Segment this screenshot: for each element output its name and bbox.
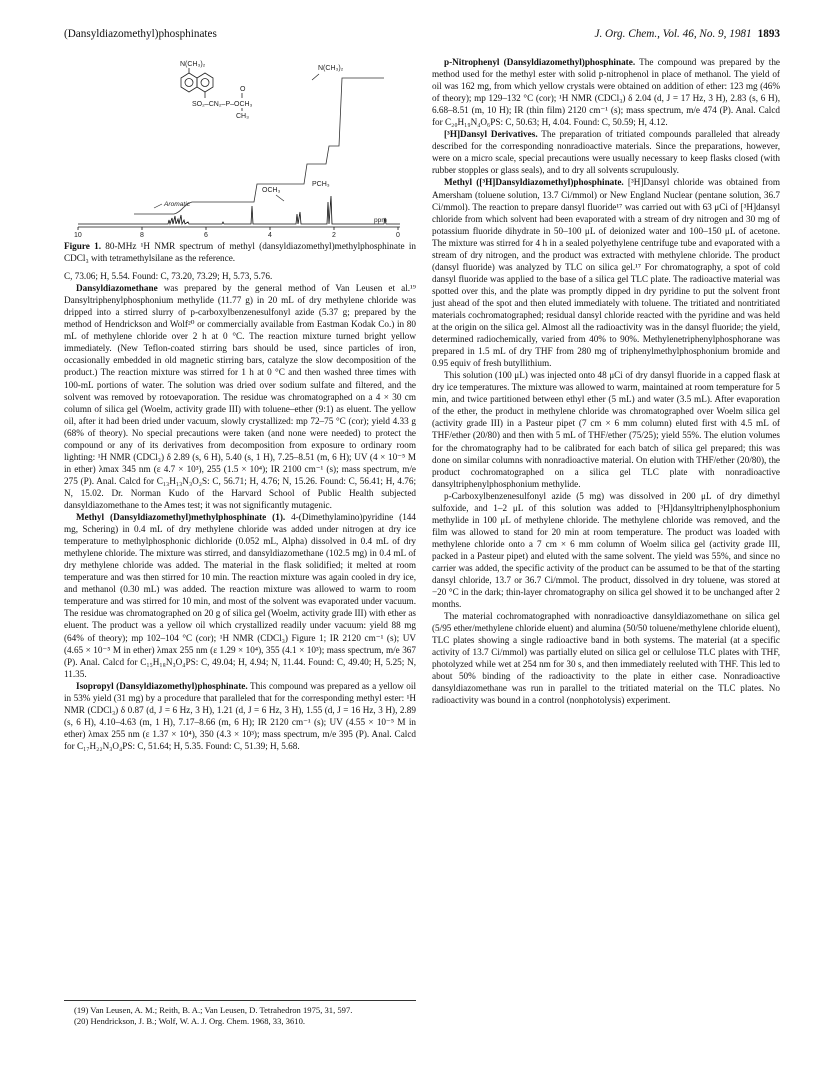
figure-caption-text: 80-MHz ¹H NMR spectrum of methyl (dansyldiazomethyl)methylphosphinate in CDCl₃ with tetramethylsilane as the reference. [64, 241, 416, 264]
paragraph [432, 56, 780, 128]
integration-trace [134, 78, 384, 214]
running-title: (Dansyldiazomethyl)phosphinates [64, 28, 217, 40]
figure-caption [64, 240, 416, 264]
journal-citation [594, 28, 780, 40]
structure-drawing [180, 61, 253, 120]
paragraph [432, 176, 780, 369]
paragraph [432, 128, 780, 176]
paragraph-text: [³H]Dansyl chloride was obtained from Amersham (toluene solution, 13.7 Ci/mmol) or New England Nuclear (pentane solution, 36.7 Ci/mmol). The reaction to prepare dansyl fluoride¹⁷ was carried out with 63 μCi of [³H]dansyl chloride from which solvent had been evaporated with a stream of dry nitrogen and 30 mg of potassium fluoride dihydrate in 50–100 μL of deionized water and 100–150 μL of acetone. The mixture was stirred for 4 h in a sealed polyethylene centrifuge tube and evaporated with a stream of dry nitrogen, and the product was extracted with methylene chloride. The product (dansyl fluoride) was analyzed by TLC on silica gel.¹⁷ For chromatography, a spot of cold dansyl fluoride was applied to the base of a silica gel TLC plate. The radioactive material was spotted over this, and the plate was promptly dipped in dry pyridine to put the solvent front just ahead of the spot and then eluted immediately with toluene. The tritiated and nontritiated materials cochromatographed; residual dansyl chloride reacted with the pyridine and was held at the origin on the silica gel. Almost all the radioactivity was in the dansyl fluoride; the yield, determined radiochemically, varied from 40% to 90%. Methylenetriphenylphosphorane was prepared in 1.5 mL of dry THF from 280 mg of triphenylmethylphosphonium bromide and 0.95 equiv of fresh butyllithium. [432, 177, 780, 369]
tick-label: 6 [204, 232, 208, 238]
paragraph [64, 680, 416, 752]
page-header [64, 28, 780, 46]
tick-label: 4 [268, 232, 272, 238]
paragraph: p-Carboxylbenzenesulfonyl azide (5 mg) was dissolved in 200 μL of dry dimethyl sulfoxide, and 1–2 μL of this solution was added to [³H]dansyltriphenylphosphonium methylide in 100 μL of methylene chloride. The methylene chloride was removed, and the film was allowed to stand for 20 min at room temperature. The product was loaded with methylene chloride onto a 7 cm × 6 mm column of Woelm silica gel (activity grade III, packed in a Pasteur pipet) and eluted with the same solvent. The yield was 55%, and since no carrier was added, the specific activity of the product can be assumed to be that of the starting dansyl chloride, 13.7 or 36.7 Ci/mmol. The product, dissolved in dry toluene, was stored at −20 °C in the dark; thin-layer chromatography on silica gel showed it to be unchanged after 2 months. [432, 490, 780, 610]
left-column [64, 56, 416, 752]
paragraph: This solution (100 μL) was injected onto 48 μCi of dry dansyl fluoride in a capped flask at dry ice temperatures. The mixture was allowed to warm, maintained at room temperature for 5 min, and twice partitioned between ethyl ether (5 mL) and water (3.5 mL). After evaporation of the ether, the product in methylene chloride was chromatographed over Woelm silica gel (activity grade III) in a Pasteur pipet (7 cm × 6 mm column) eluted first with 4.5 mL of THF/ether (20/80) and then with 5 mL of THF/ether (75/25); yield 55%. The elution volumes for the chromatography had to be calibrated for each batch of silica gel prepared; this was done on similar columns with nonradioactive material. On elution with THF/ether (20/80), the product cochromatographed on a silica gel TLC plate with nonradioactive dansyltriphenylphosphonium methylide. [432, 370, 780, 489]
section-heading: Methyl ([³H]Dansyldiazomethyl)phosphinate. [444, 177, 624, 188]
label-pch3: PCH₃ [312, 181, 330, 188]
tick-label: 8 [140, 232, 144, 238]
paragraph-text: was prepared by the general method of Van Leusen et al.¹⁹ Dansyltriphenylphosphonium methylide (11.77 g) in 20 mL of dry methylene chloride was dripped into a stirred slurry of p-carboxylbenzenesulfonyl azide (5.37 g; prepared by the method of Hendrickson and Wolf²⁰ or commercially available from Eastman Kodak Co.) in 80 mL of methylene chloride over 2 h at 0 °C. The reaction mixture turned bright yellow immediately. (New Teflon-coated stirring bars should be used, since particles of iron, occasionally embedded in old magnetic stirring bars, catalyze the slow decomposition of the product.) The reaction mixture was stirred for 1 h at 0 °C and then washed three times with 100-mL portions of water. The solution was dried over sodium sulfate and filtered, and the solvent was removed by rotoevaporation. The residue was chromatographed on a 4 × 30 cm column of silica gel (Woelm, activity grade III) with toluene–ether (9:1) as eluent. The yellow oil, after it had been dried under vacuum, slowly crystallized: mp 72–75 °C (cor); yield 4.33 g (68% of theory). No special precautions were taken (and none were needed) to protect the compound or any of its derivatives from decomposition from exposure to ordinary room lighting: ¹H NMR (CDCl₃) δ 2.89 (s, 6 H), 5.40 (s, 1 H), 7.25–8.51 (m, 6 H); UV (4 × 10⁻⁵ M in ether) λmax 345 nm (ε 4.7 × 10³), 255 (1.5 × 10⁴); IR 2100 cm⁻¹ (s); mass spectrum, m/e 275 (P). Anal. Calcd for C₁₃H₁₃N₃O₂S: C, 56.71; H, 4.76; N, 15.26. Found: C, 56.41; H, 4.76; N, 15.02. Dr. Norman Kudo of the Harvard School of Public Health subjected dansyldiazomethane to the Ames test; it was not significantly mutagenic. [64, 283, 416, 510]
section-heading: Dansyldiazomethane [76, 283, 158, 294]
paragraph [64, 282, 416, 511]
axis-unit-ppm: ppm [374, 217, 387, 224]
nmr-spectrum [64, 56, 416, 238]
figure-caption-label: Figure 1. [64, 241, 102, 251]
section-heading: [³H]Dansyl Derivatives. [444, 129, 538, 140]
tick-label: 0 [396, 232, 400, 238]
label-och3: OCH₃ [262, 187, 281, 194]
footnote: (19) Van Leusen, A. M.; Reith, B. A.; Van Leusen, D. Tetrahedron 1975, 31, 597. [74, 1005, 353, 1015]
paragraph-text: The preparation of tritiated compounds paralleled that already described for the corresponding nonradioactive materials. Since the preparations, however, were on a micro scale, special precautions were usually necessary to keep flasks closed (with rubber stopples or glass seals), and to dry all solvents scrupulously. [432, 129, 780, 176]
paragraph-text: 4-(Dimethylamino)pyridine (144 mg, Schering) in 0.4 mL of dry methylene chloride was added under nitrogen at dry ice temperature to methylphosphonic dichloride (0.052 mL, Alpha) dissolved in 0.4 mL of dry methylene chloride. The mixture was stirred, and dansyldiazomethane (102.5 mg) in 0.4 mL of dry methylene chloride was added. The material in the flask solidified; it melted at room temperature and was then stirred for 10 min. The reaction mixture was again cooled in dry ice, and methanol (0.30 mL) was added. The reaction mixture was allowed to warm to room temperature and was stirred for 10 min, and most of the solvent was evaporated under vacuum. The residue was chromatographed on 20 g of silica gel (Woelm, activity grade III) with ether as eluent. The product was a yellow oil which crystallized readily under vacuum: yield 88 mg (64% of theory); mp 102–104 °C (cor); ¹H NMR (CDCl₃) Figure 1; IR 2120 cm⁻¹ (s); UV (4.65 × 10⁻⁵ M in ether) λmax 255 nm (ε 1.29 × 10⁴), 355 (4.1 × 10³); mass spectrum, m/e 367 (P). Anal. Calcd for C₁₅H₁₈N₃O₄PS: C, 49.04; H, 4.94; N, 11.44. Found: C, 49.40; H, 5.25; N, 11.35. [64, 512, 416, 679]
footnotes [64, 1000, 416, 1027]
spectrum-peaks [78, 196, 400, 224]
section-heading: p-Nitrophenyl (Dansyldiazomethyl)phosphinate. [444, 57, 636, 67]
paragraph: The material cochromatographed with nonradioactive dansyldiazomethane on silica gel (5/95 ether/methylene chloride eluent) and alumina (50/50 toluene/methylene chloride eluent), TLC plates showing a single radioactive band in both systems. The material (at a specific activity of 13.7 Ci/mmol) was partially eluted on silica gel or cellulose TLC plates with THF, photolyzed while wet at 254 nm for 30 s, and then immediately reeluted with THF. This led to about 50% binding of the radioactivity to the plate in either case. Nonradioactive dansyldiazomethane was run in parallel to the tritiated material on the TLC plates. No radioactivity was bound in a control (nonphotolysis) experiment. [432, 611, 780, 706]
label-ch3: CH₃ [236, 113, 249, 120]
label-aromatic: Aromatic [164, 201, 191, 208]
tick-label: 2 [332, 232, 336, 238]
journal-name: J. Org. Chem., Vol. 46, No. 9, 1981 [594, 28, 752, 40]
label-nme2-structure: N(CH₃)₂ [180, 61, 206, 68]
label-so2-chain: SO₂–CN₂–P–OCH₃ [192, 101, 253, 108]
right-column [432, 56, 780, 707]
paragraph-text: This compound was prepared as a yellow oil in 53% yield (31 mg) by a procedure that paralleled that for the corresponding methyl ester: ¹H NMR (CDCl₃) δ 0.87 (d, J = 6 Hz, 3 H), 1.21 (d, J = 6 Hz, 3 H), 1.55 (d, J = 16 Hz, 3 H), 2.89 (s, 6 H), 4.10–4.63 (m, 1 H), 7.17–8.66 (m, 6 H); IR 2120 cm⁻¹ (s); UV (4.55 × 10⁻⁵ M in ether) λmax 255 nm (ε 1.37 × 10⁴), 350 (4.3 × 10³); mass spectrum, m/e 395 (P). Anal. Calcd for C₁₇H₂₂N₃O₄PS: C, 51.64; H, 5.35. Found: C, 51.39; H, 5.68. [64, 680, 416, 751]
ppm-axis [78, 227, 400, 230]
paragraph [64, 511, 416, 680]
paragraph-text: The compound was prepared by the method used for the methyl ester with solid p-nitrophenol in place of methanol. The yield of oil was 162 mg, from which yellow crystals were obtained on addition of ether: 123 mg (46% of theory); mp 129–132 °C (cor); ¹H NMR (CDCl₃) δ 2.04 (d, J = 17 Hz, 3 H), 2.83 (s, 6 H), 6.68–8.51 (m, 10 H); IR (thin film) 2120 cm⁻¹ (s); mass spectrum, m/e 474 (P). Anal. Calcd for C₂₀H₁₉N₄O₆PS: C, 50.63; H, 4.04. Found: C, 50.59; H, 4.12. [432, 57, 780, 128]
label-nme2-peak: N(CH₃)₂ [318, 65, 344, 72]
tick-label: 10 [74, 232, 82, 238]
footnote: (20) Hendrickson, J. B.; Wolf, W. A. J. Org. Chem. 1968, 33, 3610. [74, 1016, 306, 1026]
page-number: 1893 [757, 28, 780, 40]
section-heading: Methyl (Dansyldiazomethyl)methylphosphinate (1). [76, 512, 286, 523]
paragraph: C, 73.06; H, 5.54. Found: C, 73.20, 73.29; H, 5.73, 5.76. [64, 271, 273, 282]
label-o: O [240, 86, 246, 93]
nmr-figure [64, 56, 416, 238]
section-heading: Isopropyl (Dansyldiazomethyl)phosphinate. [76, 680, 248, 691]
